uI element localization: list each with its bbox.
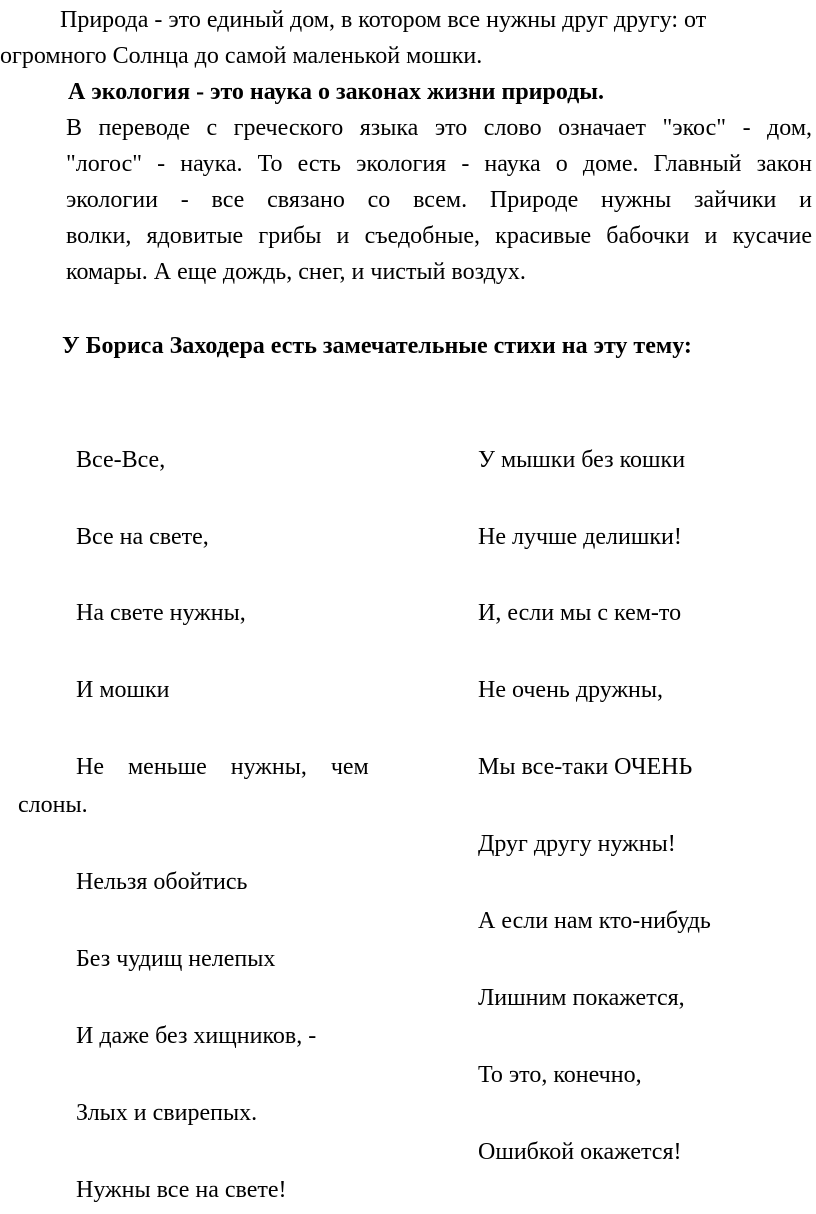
intro-paragraph-3 — [0, 110, 812, 290]
poem-line: Друг другу нужны! — [478, 831, 676, 857]
poem-line: А если нам кто-нибудь — [478, 908, 711, 934]
paragraph-3-line: волки, ядовитые грибы и съедобные, красивые бабочки и кусачие — [66, 223, 812, 249]
poem-line: Не меньше нужны, чем — [76, 754, 369, 780]
poem-line: Все-Все, — [76, 447, 166, 473]
paragraph-3-line: "логос" - наука. То есть экология - наука о доме. Главный закон — [66, 151, 812, 177]
paragraph-3-line: комары. А еще дождь, снег, и чистый воздух. — [66, 259, 526, 285]
poem-heading: У Бориса Заходера есть замечательные стихи на эту тему: — [62, 333, 692, 359]
poem-line: Злых и свирепых. — [76, 1100, 258, 1126]
poem-line: Не очень дружны, — [478, 677, 664, 703]
poem-line: Ошибкой окажется! — [478, 1139, 682, 1165]
poem-line: Мы все-таки ОЧЕНЬ — [478, 754, 693, 780]
poem-line: Нельзя обойтись — [76, 869, 248, 895]
poem-line: И, если мы с кем-то — [478, 600, 682, 626]
paragraph-3-line: экологии - все связано со всем. Природе нужны зайчики и — [66, 187, 812, 213]
poem-line: И даже без хищников, - — [76, 1023, 317, 1049]
poem-line: Лишним покажется, — [478, 985, 685, 1011]
poem-line: У мышки без кошки — [478, 447, 686, 473]
poem-line: Все на свете, — [76, 524, 209, 550]
poem-line: То это, конечно, — [478, 1062, 642, 1088]
poem-line: На свете нужны, — [76, 600, 246, 626]
poem-line: И мошки — [76, 677, 170, 703]
poem-line: Нужны все на свете! — [76, 1177, 287, 1203]
poem-line: Не лучше делишки! — [478, 524, 682, 550]
poem-line: Без чудищ нелепых — [76, 946, 276, 972]
poem-line-continuation: слоны. — [18, 792, 88, 818]
paragraph-3-line: В переводе с греческого языка это слово означает "экос" - дом, — [66, 115, 812, 141]
intro-paragraph-1: Природа - это единый дом, в котором все нужны друг другу: от огромного Солнца до самой маленькой мошки. — [0, 7, 707, 69]
intro-paragraph-2-bold: А экология - это наука о законах жизни природы. — [68, 79, 605, 105]
